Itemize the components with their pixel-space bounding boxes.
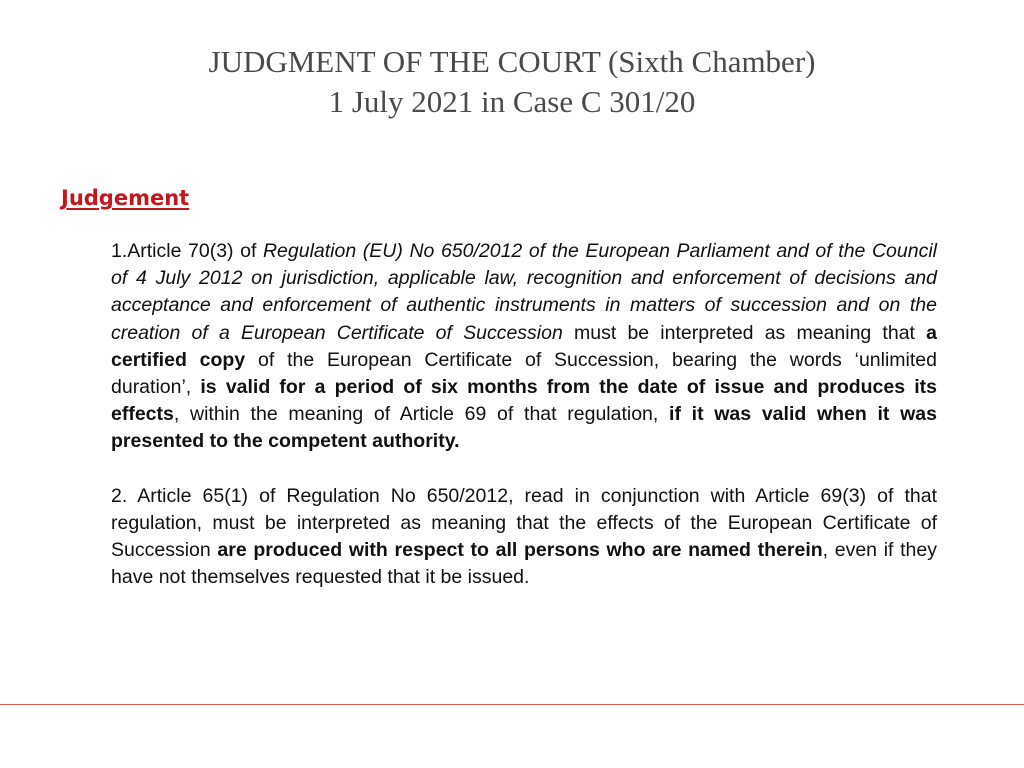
title-line-1: JUDGMENT OF THE COURT (Sixth Chamber) (208, 44, 816, 79)
paragraph-2 (111, 483, 937, 592)
title-line-2: 1 July 2021 in Case C 301/20 (328, 84, 696, 119)
p2-bold-persons: are produced with respect to all persons who are named therein (217, 539, 823, 562)
paragraph-1 (111, 238, 937, 456)
page-title (0, 42, 1024, 122)
p1-regulation-title: Regulation (EU) No 650/2012 of the European Parliament and of the Council of 4 July 2012 on jurisdiction, applicable law, recognition and enforcement of decisions and acceptance and enforcement of authentic instruments in matters of succession and on the creation of a European Certificate of Succession (111, 240, 937, 344)
p2-text-3: , even if they have not themselves requested that it be issued. (111, 539, 937, 589)
judgment-body (111, 238, 937, 591)
p1-bold-certified-copy: a certified copy (111, 321, 937, 371)
p1-text-7: , within the meaning of Article 69 of that regulation, (173, 403, 670, 426)
footer-divider (0, 704, 1024, 705)
p1-text-5: of the European Certificate of Succession, bearing the words ‘unlimited duration’, (111, 348, 937, 399)
section-heading: Judgement (61, 186, 190, 210)
p1-text-3: must be interpreted as meaning that (562, 321, 927, 344)
p1-text-1: 1.Article 70(3) of (111, 240, 263, 262)
p1-bold-condition: if it was valid when it was presented to the competent authority. (111, 403, 937, 453)
p2-text-1: 2. Article 65(1) of Regulation No 650/2012, read in conjunction with Article 69(3) of that regulation, must be interpreted as meaning that the effects of the European Certificate of Succession (111, 484, 937, 562)
p1-bold-validity: is valid for a period of six months from the date of issue and produces its effects (111, 376, 938, 426)
